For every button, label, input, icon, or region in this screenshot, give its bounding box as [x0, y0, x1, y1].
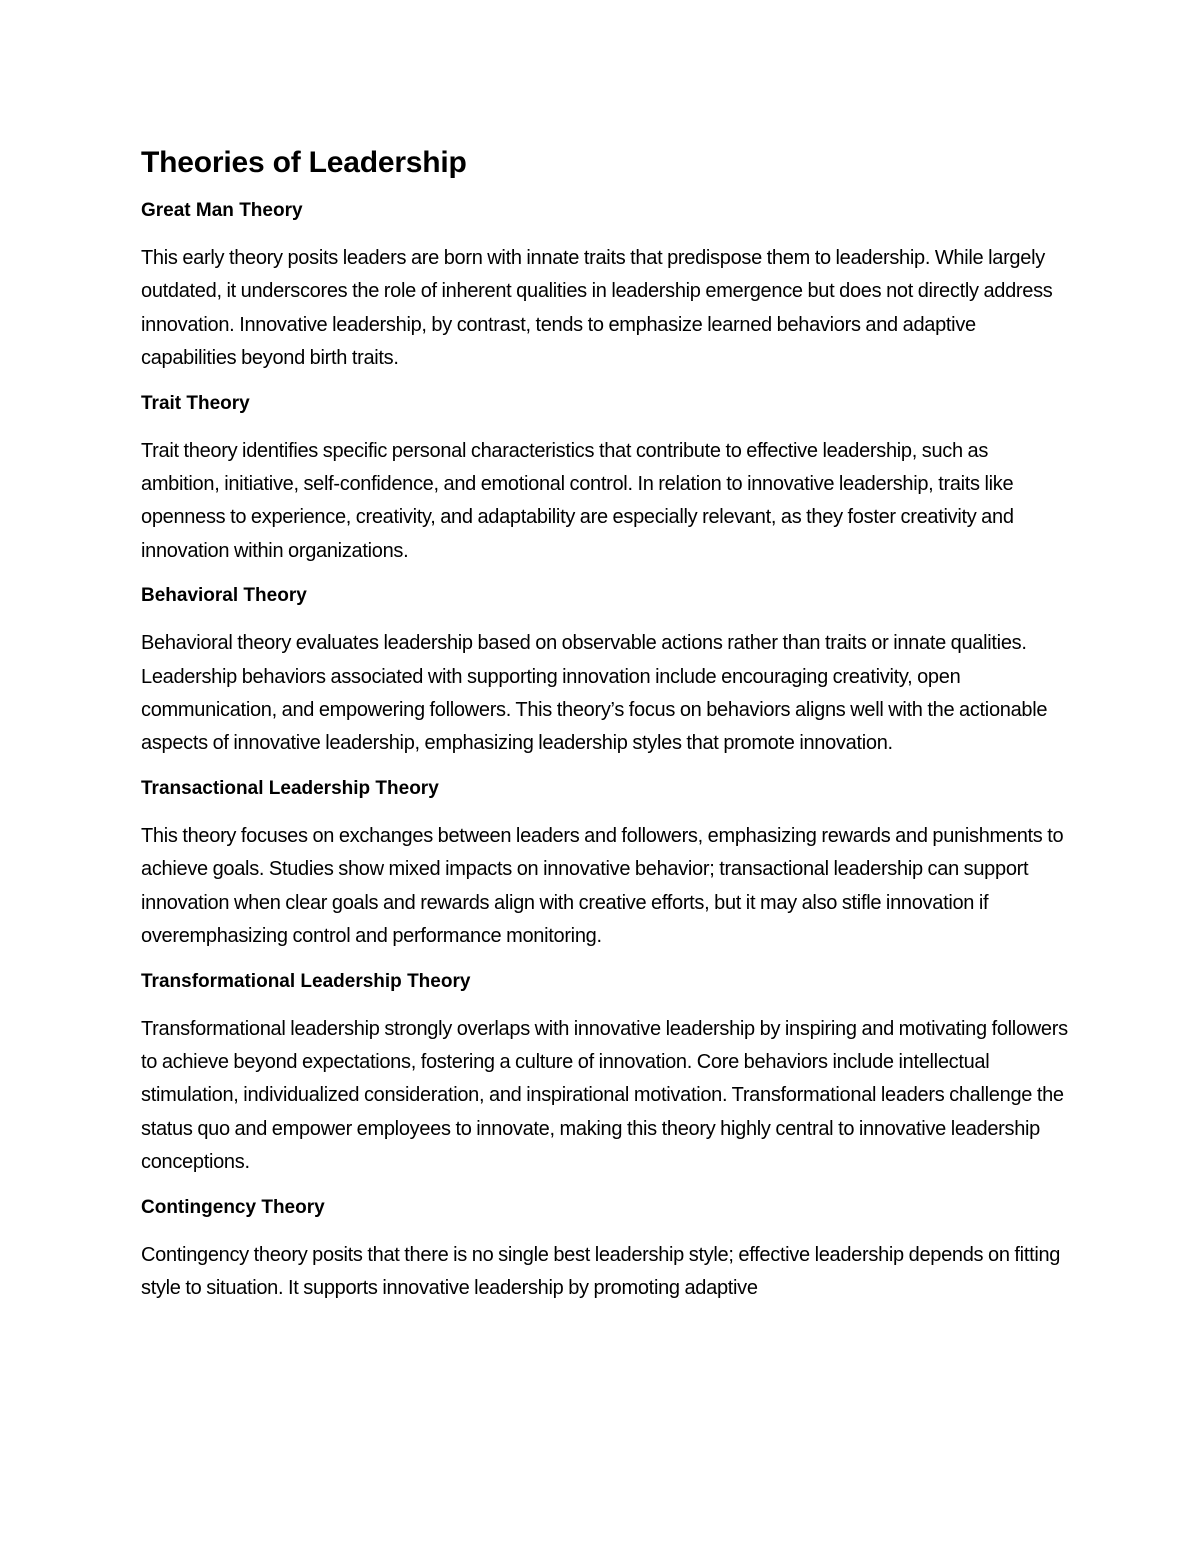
- section-paragraph: Trait theory identifies specific personal characteristics that contribute to effective leadership, such as ambition, initiative, self-confidence, and emotional control. In relation to innovative leadership, traits like openness to experience, creativity, and adaptability are especially relevant, as they foster creativity and innovation within organizations.: [141, 439, 1014, 562]
- section-trait-theory: [141, 389, 1071, 569]
- section-paragraph: This theory focuses on exchanges between leaders and followers, emphasizing rewards and punishments to achieve goals. Studies show mixed impacts on innovative behavior; transactional leadership can support innovation when clear goals and rewards align with creative efforts, but it may also stifle innovation if overemphasizing control and performance monitoring.: [141, 824, 1064, 948]
- document-title: Theories of Leadership: [141, 146, 467, 179]
- section-transformational-leadership-theory: [141, 967, 1071, 1180]
- section-contingency-theory: [141, 1193, 1071, 1306]
- section-paragraph: Behavioral theory evaluates leadership based on observable actions rather than traits or innate qualities. Leadership behaviors associated with supporting innovation include encouraging creativity, open communication, and empowering followers. This theory’s focus on behaviors aligns well with the actionable aspects of innovative leadership, emphasizing leadership styles that promote innovation.: [141, 632, 1048, 755]
- document-page: [141, 140, 1071, 1318]
- section-great-man-theory: [141, 196, 1071, 376]
- section-heading: Transactional Leadership Theory: [141, 777, 439, 799]
- section-heading: Great Man Theory: [141, 200, 303, 221]
- section-paragraph: Transformational leadership strongly overlaps with innovative leadership by inspiring and motivating followers to achieve beyond expectations, fostering a culture of innovation. Core behaviors include intellectual stimulation, individualized consideration, and inspirational motivation. Transformational leaders challenge the status quo and empower employees to innovate, making this theory highly central to innovative leadership conceptions.: [141, 1017, 1068, 1174]
- section-paragraph: Contingency theory posits that there is no single best leadership style; effective leadership depends on fitting style to situation. It supports innovative leadership by promoting adaptive: [141, 1243, 1061, 1299]
- section-heading: Trait Theory: [141, 392, 250, 414]
- section-transactional-leadership-theory: [141, 774, 1071, 954]
- section-heading: Transformational Leadership Theory: [141, 970, 471, 992]
- section-paragraph: This early theory posits leaders are born with innate traits that predispose them to leadership. While largely outdated, it underscores the role of inherent qualities in leadership emergence but does not directly address innovation. Innovative leadership, by contrast, tends to emphasize learned behaviors and adaptive capabilities beyond birth traits.: [141, 247, 1053, 370]
- section-heading: Contingency Theory: [141, 1196, 325, 1218]
- section-heading: Behavioral Theory: [141, 585, 307, 607]
- section-behavioral-theory: [141, 581, 1071, 761]
